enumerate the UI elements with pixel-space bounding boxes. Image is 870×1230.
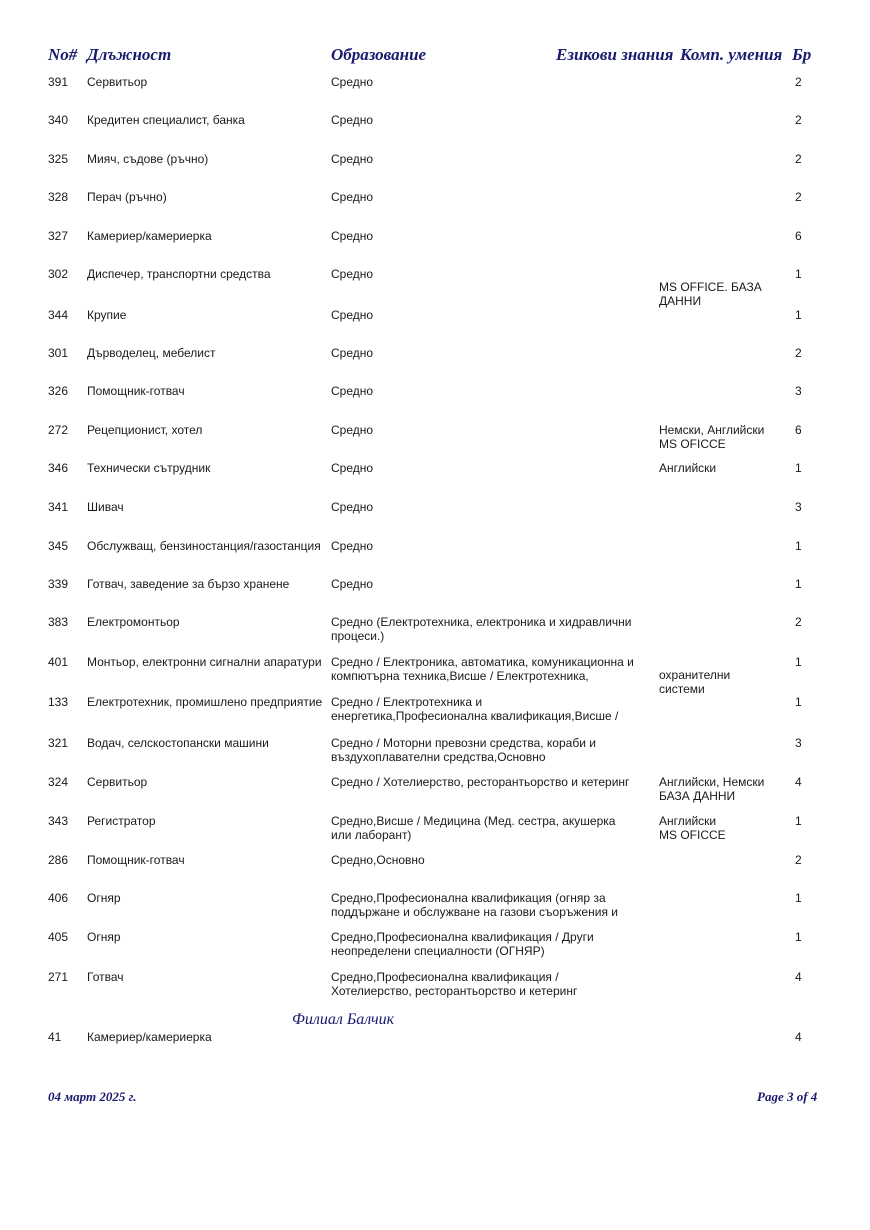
header-computer-skills: Комп. умения bbox=[680, 45, 783, 64]
header-education: Образование bbox=[331, 45, 427, 64]
row-position: Огняр bbox=[87, 891, 121, 905]
row-education: Средно (Електротехника, електроника и хидравлични процеси.) bbox=[331, 615, 632, 643]
row-number: 271 bbox=[48, 970, 69, 984]
row-education: Средно bbox=[331, 500, 374, 514]
row-position: Шивач bbox=[87, 500, 124, 514]
row-position: Камериер/камериерка bbox=[87, 1030, 212, 1044]
row-number: 406 bbox=[48, 891, 69, 905]
row-education: Средно,Професионална квалификация / Хотелиерство, ресторантьорство и кетеринг bbox=[331, 970, 578, 998]
row-number: 405 bbox=[48, 930, 69, 944]
row-count: 1 bbox=[795, 695, 802, 709]
row-position: Сервитьор bbox=[87, 75, 148, 89]
row-position: Огняр bbox=[87, 930, 121, 944]
row-number: 41 bbox=[48, 1030, 62, 1044]
row-number: 328 bbox=[48, 190, 69, 204]
row-education: Средно,Професионална квалификация / Други неопределени специалности (ОГНЯР) bbox=[331, 930, 594, 958]
row-education: Средно / Електроника, автоматика, комуникационна и компютърна техника,Висше / Електротехника, bbox=[331, 655, 634, 683]
row-position: Перач (ръчно) bbox=[87, 190, 167, 204]
row-number: 133 bbox=[48, 695, 69, 709]
row-education: Средно bbox=[331, 384, 374, 398]
row-position: Крупие bbox=[87, 308, 127, 322]
row-position: Водач, селскостопански машини bbox=[87, 736, 269, 750]
row-education: Средно bbox=[331, 423, 374, 437]
row-education: Средно bbox=[331, 190, 374, 204]
row-count: 3 bbox=[795, 500, 802, 514]
row-education: Средно bbox=[331, 152, 374, 166]
row-number: 401 bbox=[48, 655, 69, 669]
row-number: 321 bbox=[48, 736, 69, 750]
row-position: Рецепционист, хотел bbox=[87, 423, 203, 437]
row-languages: Немски, Английски MS OFICCE bbox=[659, 423, 765, 451]
footer-page-number: Page 3 of 4 bbox=[757, 1089, 818, 1104]
row-position: Помощник-готвач bbox=[87, 853, 185, 867]
row-count: 1 bbox=[795, 930, 802, 944]
computer-skills-note: охранителни системи bbox=[659, 668, 731, 696]
row-languages: Английски, Немски БАЗА ДАННИ bbox=[659, 775, 765, 803]
row-position: Електротехник, промишлено предприятие bbox=[87, 695, 323, 709]
row-number: 345 bbox=[48, 539, 69, 553]
row-number: 286 bbox=[48, 853, 69, 867]
row-number: 324 bbox=[48, 775, 69, 789]
row-number: 301 bbox=[48, 346, 69, 360]
row-education: Средно bbox=[331, 577, 374, 591]
row-count: 1 bbox=[795, 267, 802, 281]
row-education: Средно,Висше / Медицина (Мед. сестра, акушерка или лаборант) bbox=[331, 814, 616, 842]
row-education: Средно / Електротехника и енергетика,Професионална квалификация,Висше / bbox=[331, 695, 619, 723]
row-count: 2 bbox=[795, 346, 802, 360]
section-title: Филиал Балчик bbox=[292, 1011, 395, 1028]
row-number: 325 bbox=[48, 152, 69, 166]
row-count: 2 bbox=[795, 190, 802, 204]
row-education: Средно bbox=[331, 539, 374, 553]
row-education: Средно bbox=[331, 113, 374, 127]
row-number: 391 bbox=[48, 75, 69, 89]
row-count: 2 bbox=[795, 113, 802, 127]
row-number: 341 bbox=[48, 500, 69, 514]
row-position: Диспечер, транспортни средства bbox=[87, 267, 271, 281]
row-education: Средно bbox=[331, 308, 374, 322]
row-count: 6 bbox=[795, 229, 802, 243]
header-count: Бр bbox=[792, 45, 812, 64]
row-count: 1 bbox=[795, 814, 802, 828]
row-languages: Английски MS OFICCE bbox=[659, 814, 726, 842]
row-number: 343 bbox=[48, 814, 69, 828]
row-count: 1 bbox=[795, 461, 802, 475]
header-no: No# bbox=[48, 45, 78, 64]
computer-skills-note: MS OFFICE. БАЗА ДАННИ bbox=[659, 280, 762, 308]
row-education: Средно / Хотелиерство, ресторантьорство и кетеринг bbox=[331, 775, 630, 789]
row-count: 6 bbox=[795, 423, 802, 437]
row-education: Средно,Основно bbox=[331, 853, 425, 867]
row-education: Средно bbox=[331, 229, 374, 243]
row-education: Средно bbox=[331, 461, 374, 475]
row-position: Сервитьор bbox=[87, 775, 148, 789]
row-number: 339 bbox=[48, 577, 69, 591]
row-position: Мияч, съдове (ръчно) bbox=[87, 152, 209, 166]
row-education: Средно bbox=[331, 267, 374, 281]
row-number: 302 bbox=[48, 267, 69, 281]
row-number: 346 bbox=[48, 461, 69, 475]
row-position: Дърводелец, мебелист bbox=[87, 346, 216, 360]
row-number: 272 bbox=[48, 423, 69, 437]
row-languages: Английски bbox=[659, 461, 717, 475]
row-position: Кредитен специалист, банка bbox=[87, 113, 245, 127]
row-education: Средно bbox=[331, 346, 374, 360]
row-count: 1 bbox=[795, 577, 802, 591]
row-count: 4 bbox=[795, 775, 802, 789]
row-education: Средно,Професионална квалификация (огняр за поддържане и обслужване на газови съоръжения и bbox=[331, 891, 618, 919]
row-position: Камериер/камериерка bbox=[87, 229, 212, 243]
row-position: Технически сътрудник bbox=[87, 461, 211, 475]
header-languages: Езикови знания bbox=[556, 45, 674, 64]
row-number: 326 bbox=[48, 384, 69, 398]
row-position: Готвач, заведение за бързо хранене bbox=[87, 577, 290, 591]
row-count: 1 bbox=[795, 539, 802, 553]
row-count: 2 bbox=[795, 152, 802, 166]
row-position: Готвач bbox=[87, 970, 124, 984]
row-count: 3 bbox=[795, 384, 802, 398]
row-position: Регистратор bbox=[87, 814, 156, 828]
row-education: Средно / Моторни превозни средства, кораби и въздухоплавателни средства,Основно bbox=[331, 736, 596, 764]
row-count: 2 bbox=[795, 75, 802, 89]
row-number: 383 bbox=[48, 615, 69, 629]
row-count: 2 bbox=[795, 615, 802, 629]
row-count: 4 bbox=[795, 1030, 802, 1044]
footer-date: 04 март 2025 г. bbox=[48, 1089, 137, 1104]
row-count: 1 bbox=[795, 655, 802, 669]
row-count: 4 bbox=[795, 970, 802, 984]
row-position: Помощник-готвач bbox=[87, 384, 185, 398]
row-count: 2 bbox=[795, 853, 802, 867]
row-count: 3 bbox=[795, 736, 802, 750]
header-position: Длъжност bbox=[87, 45, 172, 64]
row-count: 1 bbox=[795, 891, 802, 905]
row-number: 344 bbox=[48, 308, 69, 322]
row-position: Обслужващ, бензиностанция/газостанция bbox=[87, 539, 321, 553]
row-position: Монтьор, електронни сигнални апаратури bbox=[87, 655, 322, 669]
row-number: 327 bbox=[48, 229, 69, 243]
row-education: Средно bbox=[331, 75, 374, 89]
row-position: Електромонтьор bbox=[87, 615, 180, 629]
row-number: 340 bbox=[48, 113, 69, 127]
row-count: 1 bbox=[795, 308, 802, 322]
